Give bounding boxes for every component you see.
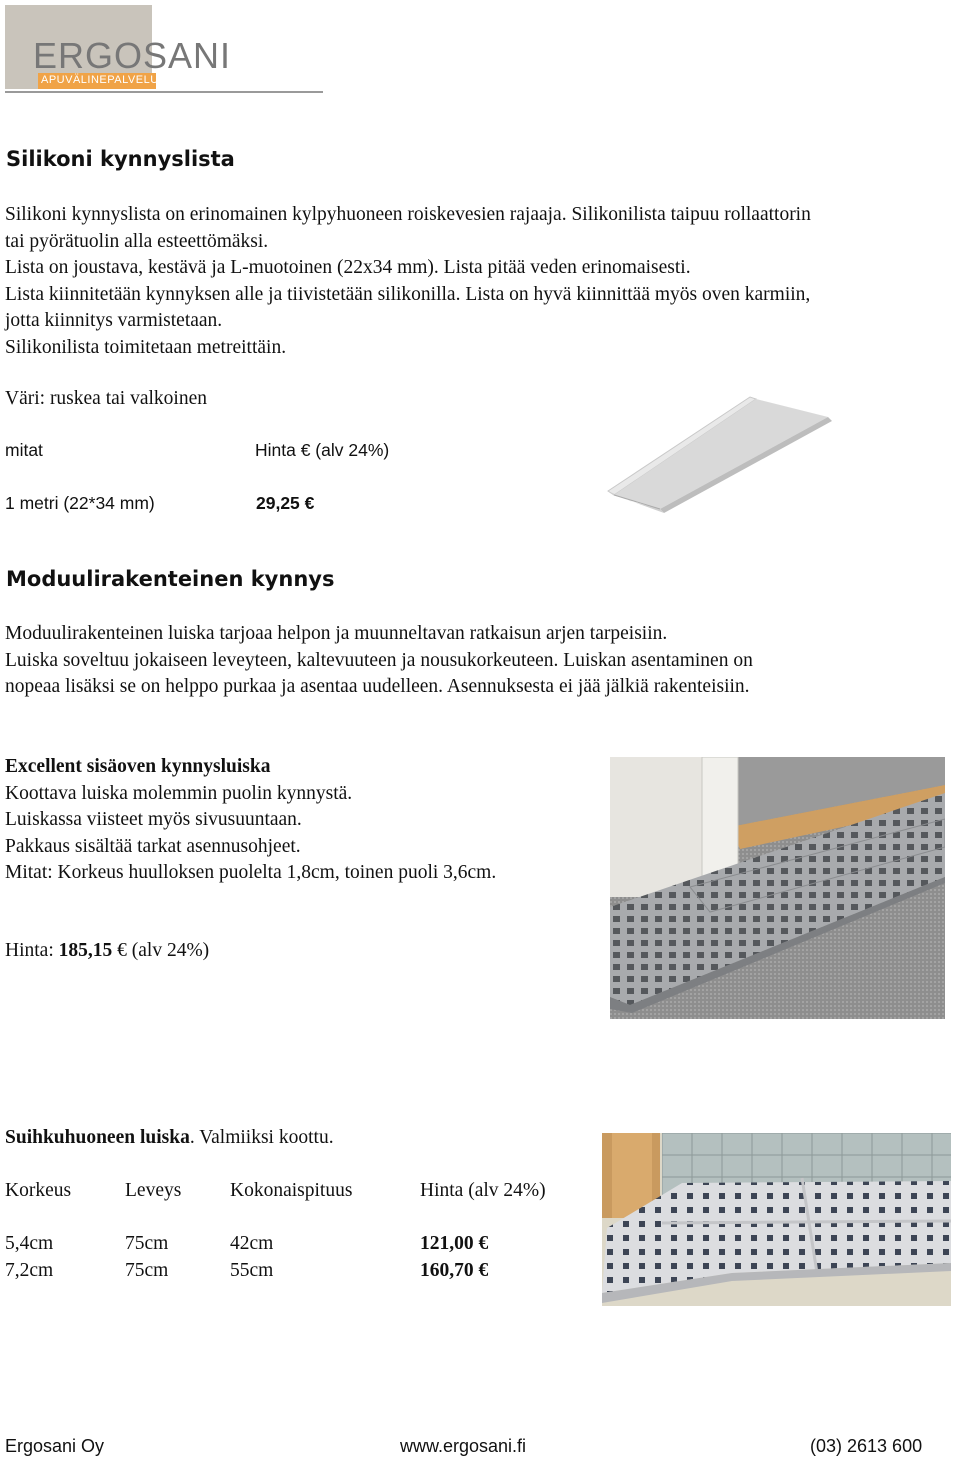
table-cell-pituus: 42cm — [230, 1233, 274, 1254]
table-cell-pituus: 55cm — [230, 1260, 274, 1281]
table-header-pituus: Kokonaispituus — [230, 1180, 353, 1201]
table-header-hinta: Hinta (alv 24%) — [420, 1180, 546, 1201]
table-cell-size: 1 metri (22*34 mm) — [5, 493, 155, 513]
color-info: Väri: ruskea tai valkoinen — [5, 388, 207, 409]
text-line: Luiskassa viisteet myös sivusuuntaan. — [5, 809, 302, 830]
footer-phone: (03) 2613 600 — [810, 1436, 923, 1456]
section-title-excellent: Excellent sisäoven kynnysluiska — [5, 756, 271, 777]
text-line: Lista on joustava, kestävä ja L-muotoinen (22x34 mm). Lista pitää veden erinomaisesti. — [5, 257, 691, 278]
company-logo — [5, 5, 325, 93]
excellent-price — [5, 938, 209, 965]
footer-company: Ergosani Oy — [5, 1436, 105, 1456]
table-cell-leveys: 75cm — [125, 1233, 169, 1254]
section4-title-suffix: . Valmiiksi koottu. — [189, 1127, 334, 1148]
shower-ramp-photo — [602, 1133, 951, 1306]
section2-text — [5, 621, 753, 701]
section-title-moduuli: Moduulirakenteinen kynnys — [6, 567, 335, 591]
table-header-leveys: Leveys — [125, 1180, 182, 1201]
text-line: Silikoni kynnyslista on erinomainen kylpyhuoneen roiskevesien rajaaja. Silikonilista taipuu rollaattorin — [5, 204, 811, 225]
table-cell-hinta: 160,70 € — [420, 1260, 489, 1281]
text-line: Mitat: Korkeus huulloksen puolelta 1,8cm, toinen puoli 3,6cm. — [5, 862, 497, 883]
footer-website-link[interactable]: www.ergosani.fi — [400, 1436, 527, 1456]
silicone-strip-image — [600, 395, 930, 520]
text-line: jotta kiinnitys varmistetaan. — [5, 310, 223, 331]
table-cell-price: 29,25 € — [256, 493, 315, 513]
table-cell-korkeus: 5,4cm — [5, 1233, 54, 1254]
table-header-korkeus: Korkeus — [5, 1180, 72, 1201]
text-line: Moduulirakenteinen luiska tarjoaa helpon ja muunneltavan ratkaisun arjen tarpeisiin. — [5, 623, 668, 644]
section4-title — [5, 1125, 334, 1152]
table-cell-leveys: 75cm — [125, 1260, 169, 1281]
text-line: tai pyörätuolin alla esteettömäksi. — [5, 230, 269, 252]
text-line: Pakkaus sisältää tarkat asennusohjeet. — [5, 835, 301, 857]
section-title-silikoni: Silikoni kynnyslista — [6, 147, 235, 171]
table-header-hinta: Hinta € (alv 24%) — [255, 440, 390, 460]
text-line: Luiska soveltuu jokaiseen leveyteen, kaltevuuteen ja nousukorkeuteen. Luiskan asentaminen on — [5, 649, 753, 671]
text-line: Silikonilista toimitetaan metreittäin. — [5, 336, 287, 358]
section3-text — [5, 754, 496, 887]
logo-subtitle: APUVÄLINEPALVELU — [41, 74, 159, 86]
price-value: 185,15 — [58, 940, 113, 961]
table-cell-hinta: 121,00 € — [420, 1233, 489, 1254]
text-line: nopeaa lisäksi se on helppo purkaa ja asentaa uudelleen. Asennuksesta ei jää jälkiä rakenteisiin. — [5, 676, 750, 697]
price-label: Hinta: — [5, 940, 59, 961]
text-line: Koottava luiska molemmin puolin kynnystä. — [5, 782, 353, 804]
text-line: Lista kiinnitetään kynnyksen alle ja tiivistetään silikonilla. Lista on hyvä kiinnittää myös oven karmiin, — [5, 283, 811, 305]
price-suffix: € (alv 24%) — [112, 940, 210, 961]
logo-underline — [5, 91, 323, 93]
logo-word: ERGOSANI — [33, 35, 232, 76]
threshold-ramp-photo — [610, 757, 945, 1019]
table-header-mitat: mitat — [5, 440, 43, 460]
section1-text — [5, 202, 811, 361]
table-cell-korkeus: 7,2cm — [5, 1260, 54, 1281]
section-title-suihku: Suihkuhuoneen luiska — [5, 1127, 190, 1148]
